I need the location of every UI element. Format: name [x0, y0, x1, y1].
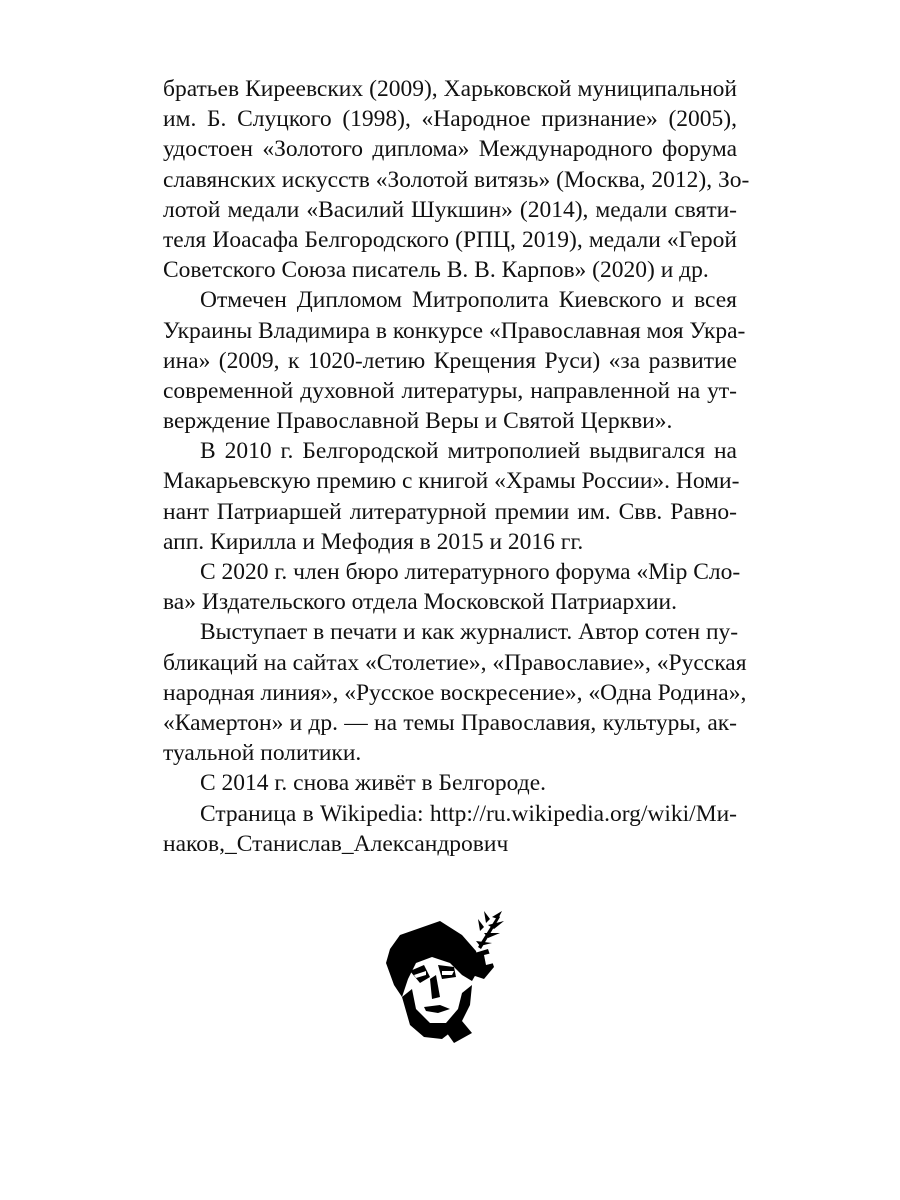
publisher-emblem-face-with-branch-icon — [380, 905, 515, 1045]
text-line: нант Патриаршей литературной премии им. Свв. Равно- — [163, 498, 737, 525]
text-line: В 2010 г. Белгородской митрополией выдвигался на — [200, 438, 737, 465]
text-line: теля Иоасафа Белгородского (РПЦ, 2019), медали «Герой — [163, 226, 737, 253]
text-line: Страница в Wikipedia: http://ru.wikipedia.org/wiki/Ми- — [200, 800, 737, 827]
text-line: Советского Союза писатель В. В. Карпов» (2020) и др. — [163, 257, 709, 284]
text-line: верждение Православной Веры и Святой Церкви». — [163, 408, 673, 435]
text-line: «Камертон» и др. — на темы Православия, культуры, ак- — [163, 709, 737, 736]
text-line: бликаций на сайтах «Столетие», «Православие», «Русская — [163, 649, 747, 676]
paragraph-wikipedia — [163, 799, 737, 859]
text-line: ина» (2009, к 1020-летию Крещения Руси) «за развитие — [163, 347, 737, 374]
text-line: С 2014 г. снова живёт в Белгороде. — [200, 770, 547, 797]
text-line: туальной политики. — [163, 740, 362, 767]
text-line: братьев Киреевских (2009), Харьковской муниципальной — [163, 76, 737, 102]
wikipedia-link-text: наков,_Станислав_Александрович — [163, 830, 509, 857]
paragraph-metropolitan-diploma — [163, 285, 746, 436]
text-line: Украины Владимира в конкурсе «Православная моя Укра- — [163, 317, 746, 344]
text-line: С 2020 г. член бюро литературного форума «Мiр Сло- — [200, 559, 741, 585]
paragraph-makariev-prize — [163, 436, 740, 557]
body-text — [163, 74, 750, 859]
text-line: ва» Издательского отдела Московской Патриархии. — [163, 589, 677, 616]
paragraph-residence — [163, 768, 737, 798]
paragraph-literary-forum — [163, 557, 741, 617]
text-line: лотой медали «Василий Шукшин» (2014), медали святи- — [163, 196, 737, 223]
text-line: народная линия», «Русское воскресение», «Одна Родина», — [163, 679, 747, 706]
text-line: славянских искусств «Золотой витязь» (Москва, 2012), Зо- — [163, 166, 750, 193]
paragraph-awards-continued — [163, 74, 750, 285]
text-line: удостоен «Золотого диплома» Международного форума — [163, 136, 737, 163]
text-line: им. Б. Слуцкого (1998), «Народное признание» (2005), — [163, 106, 737, 133]
paragraph-journalism — [163, 617, 747, 768]
text-line: апп. Кирилла и Мефодия в 2015 и 2016 гг. — [163, 528, 584, 555]
text-line: современной духовной литературы, направленной на ут- — [163, 377, 737, 404]
text-line: Выступает в печати и как журналист. Автор сотен пу- — [200, 619, 739, 646]
text-line: Отмечен Дипломом Митрополита Киевского и всея — [200, 287, 737, 314]
text-line: Макарьевскую премию с книгой «Храмы России». Номи- — [163, 468, 740, 495]
